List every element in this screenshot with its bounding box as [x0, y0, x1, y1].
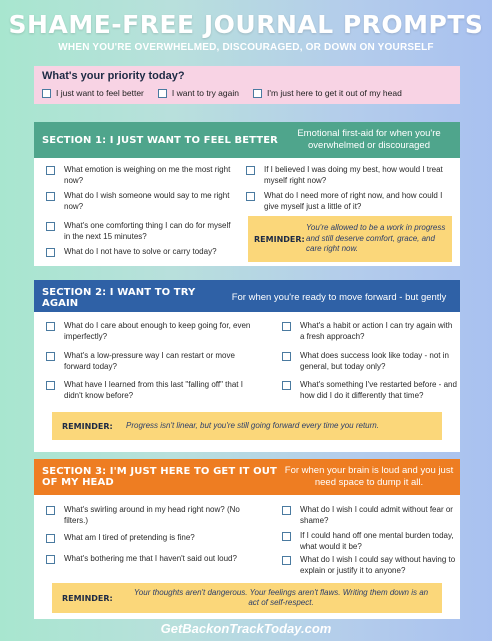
- page-subtitle: WHEN YOU'RE OVERWHELMED, DISCOURAGED, OR DOWN ON YOURSELF: [58, 42, 434, 53]
- footer-website: GetBackonTrackToday.com: [160, 621, 332, 636]
- prompt-text: What emotion is weighing on me the most right now?: [64, 165, 231, 185]
- prompt-text: What does success look like today - not in general, but today only?: [300, 351, 449, 371]
- prompt-item[interactable]: [282, 380, 457, 401]
- priority-box: [34, 66, 460, 104]
- prompt-item[interactable]: [46, 247, 246, 258]
- prompt-item[interactable]: [46, 351, 261, 372]
- prompt-item[interactable]: [46, 321, 261, 342]
- checkbox[interactable]: [282, 322, 291, 331]
- priority-option-get-it-out[interactable]: [253, 88, 402, 98]
- reminder-text: Progress isn't linear, but you're still going forward every time you return.: [126, 420, 379, 430]
- priority-option-label: I want to try again: [171, 88, 239, 98]
- priority-option-label: I'm just here to get it out of my head: [266, 88, 402, 98]
- checkbox[interactable]: [282, 381, 291, 390]
- page-title: SHAME-FREE JOURNAL PROMPTS: [8, 10, 484, 39]
- reminder-box: [52, 583, 442, 613]
- checkbox[interactable]: [46, 555, 55, 564]
- priority-option-feel-better[interactable]: [42, 88, 144, 98]
- section-3-header: [34, 459, 460, 495]
- section-2-description: For when you're ready to move forward - but gently: [231, 292, 447, 303]
- prompt-item[interactable]: [46, 165, 236, 186]
- prompt-text: What's swirling around in my head right now? (No filters.): [64, 505, 240, 525]
- prompt-item[interactable]: [46, 221, 236, 242]
- prompt-text: If I could hand off one mental burden today, what would it be?: [300, 531, 454, 551]
- checkbox[interactable]: [282, 506, 291, 515]
- checkbox[interactable]: [282, 352, 291, 361]
- prompt-item[interactable]: [246, 165, 451, 186]
- prompt-item[interactable]: [282, 531, 454, 552]
- prompt-text: What do I not have to solve or carry today?: [64, 247, 217, 256]
- checkbox[interactable]: [46, 192, 55, 201]
- section-3-description: For when your brain is loud and you just need space to dump it all.: [284, 465, 454, 488]
- section-1-title: SECTION 1: I JUST WANT TO FEEL BETTER: [42, 134, 278, 146]
- checkbox[interactable]: [46, 248, 55, 257]
- checkbox[interactable]: [253, 89, 262, 98]
- priority-question: What's your priority today?: [42, 70, 185, 82]
- prompt-text: What am I tired of pretending is fine?: [64, 533, 195, 542]
- reminder-label: REMINDER:: [62, 593, 113, 603]
- prompt-item[interactable]: [46, 533, 256, 544]
- section-2-panel: [34, 312, 460, 452]
- prompt-item[interactable]: [46, 554, 256, 565]
- checkbox[interactable]: [246, 166, 255, 175]
- checkbox[interactable]: [42, 89, 51, 98]
- prompt-text: What do I wish someone would say to me right now?: [64, 191, 230, 211]
- section-1-panel: [34, 158, 460, 266]
- prompt-text: If I believed I was doing my best, how would I treat myself right now?: [264, 165, 443, 185]
- prompt-item[interactable]: [282, 555, 457, 576]
- prompt-item[interactable]: [246, 191, 451, 212]
- prompt-item[interactable]: [46, 505, 256, 526]
- reminder-text: Your thoughts aren't dangerous. Your feelings aren't flaws. Writing them down is an act of self-respect.: [133, 587, 429, 607]
- prompt-text: What do I need more of right now, and how could I give myself just a little of it?: [264, 191, 443, 211]
- checkbox[interactable]: [282, 556, 291, 565]
- prompt-item[interactable]: [46, 191, 236, 212]
- prompt-text: What do I care about enough to keep going for, even imperfectly?: [64, 321, 251, 341]
- prompt-text: What's a habit or action I can try again with a fresh approach?: [300, 321, 453, 341]
- checkbox[interactable]: [46, 381, 55, 390]
- priority-option-try-again[interactable]: [158, 88, 239, 98]
- priority-option-label: I just want to feel better: [56, 88, 144, 98]
- prompt-item[interactable]: [46, 380, 261, 401]
- checkbox[interactable]: [46, 322, 55, 331]
- checkbox[interactable]: [246, 192, 255, 201]
- section-1-description: Emotional first-aid for when you're overwhelmed or discouraged: [297, 128, 441, 151]
- prompt-item[interactable]: [282, 505, 454, 526]
- checkbox[interactable]: [46, 166, 55, 175]
- reminder-label: REMINDER:: [62, 421, 113, 431]
- prompt-text: What do I wish I could say without having to explain or justify it to anyone?: [300, 555, 456, 575]
- prompt-text: What do I wish I could admit without fear or shame?: [300, 505, 453, 525]
- prompt-text: What's something I've restarted before - and how did I do it differently that time?: [300, 380, 457, 400]
- reminder-box: [52, 412, 442, 440]
- section-3-panel: [34, 495, 460, 619]
- reminder-text: You're allowed to be a work in progress and still deserve comfort, grace, and care right now.: [306, 223, 446, 254]
- section-2-title: SECTION 2: I WANT TO TRY AGAIN: [42, 287, 196, 309]
- checkbox[interactable]: [46, 534, 55, 543]
- prompt-item[interactable]: [282, 321, 454, 342]
- checkbox[interactable]: [158, 89, 167, 98]
- checkbox[interactable]: [46, 506, 55, 515]
- prompt-text: What's one comforting thing I can do for myself in the next 15 minutes?: [64, 221, 231, 241]
- checkbox[interactable]: [46, 352, 55, 361]
- section-3-title: SECTION 3: I'M JUST HERE TO GET IT OUT OF MY HEAD: [42, 466, 277, 488]
- section-1-header: [34, 122, 460, 158]
- prompt-item[interactable]: [282, 351, 454, 372]
- prompt-text: What have I learned from this last "falling off" that I didn't know before?: [64, 380, 243, 400]
- priority-options: [42, 88, 452, 98]
- reminder-box: [248, 216, 452, 262]
- prompt-text: What's bothering me that I haven't said out loud?: [64, 554, 237, 563]
- section-2-header: [34, 280, 460, 316]
- checkbox[interactable]: [46, 222, 55, 231]
- prompt-text: What's a low-pressure way I can restart or move forward today?: [64, 351, 235, 371]
- checkbox[interactable]: [282, 532, 291, 541]
- reminder-label: REMINDER:: [254, 234, 305, 244]
